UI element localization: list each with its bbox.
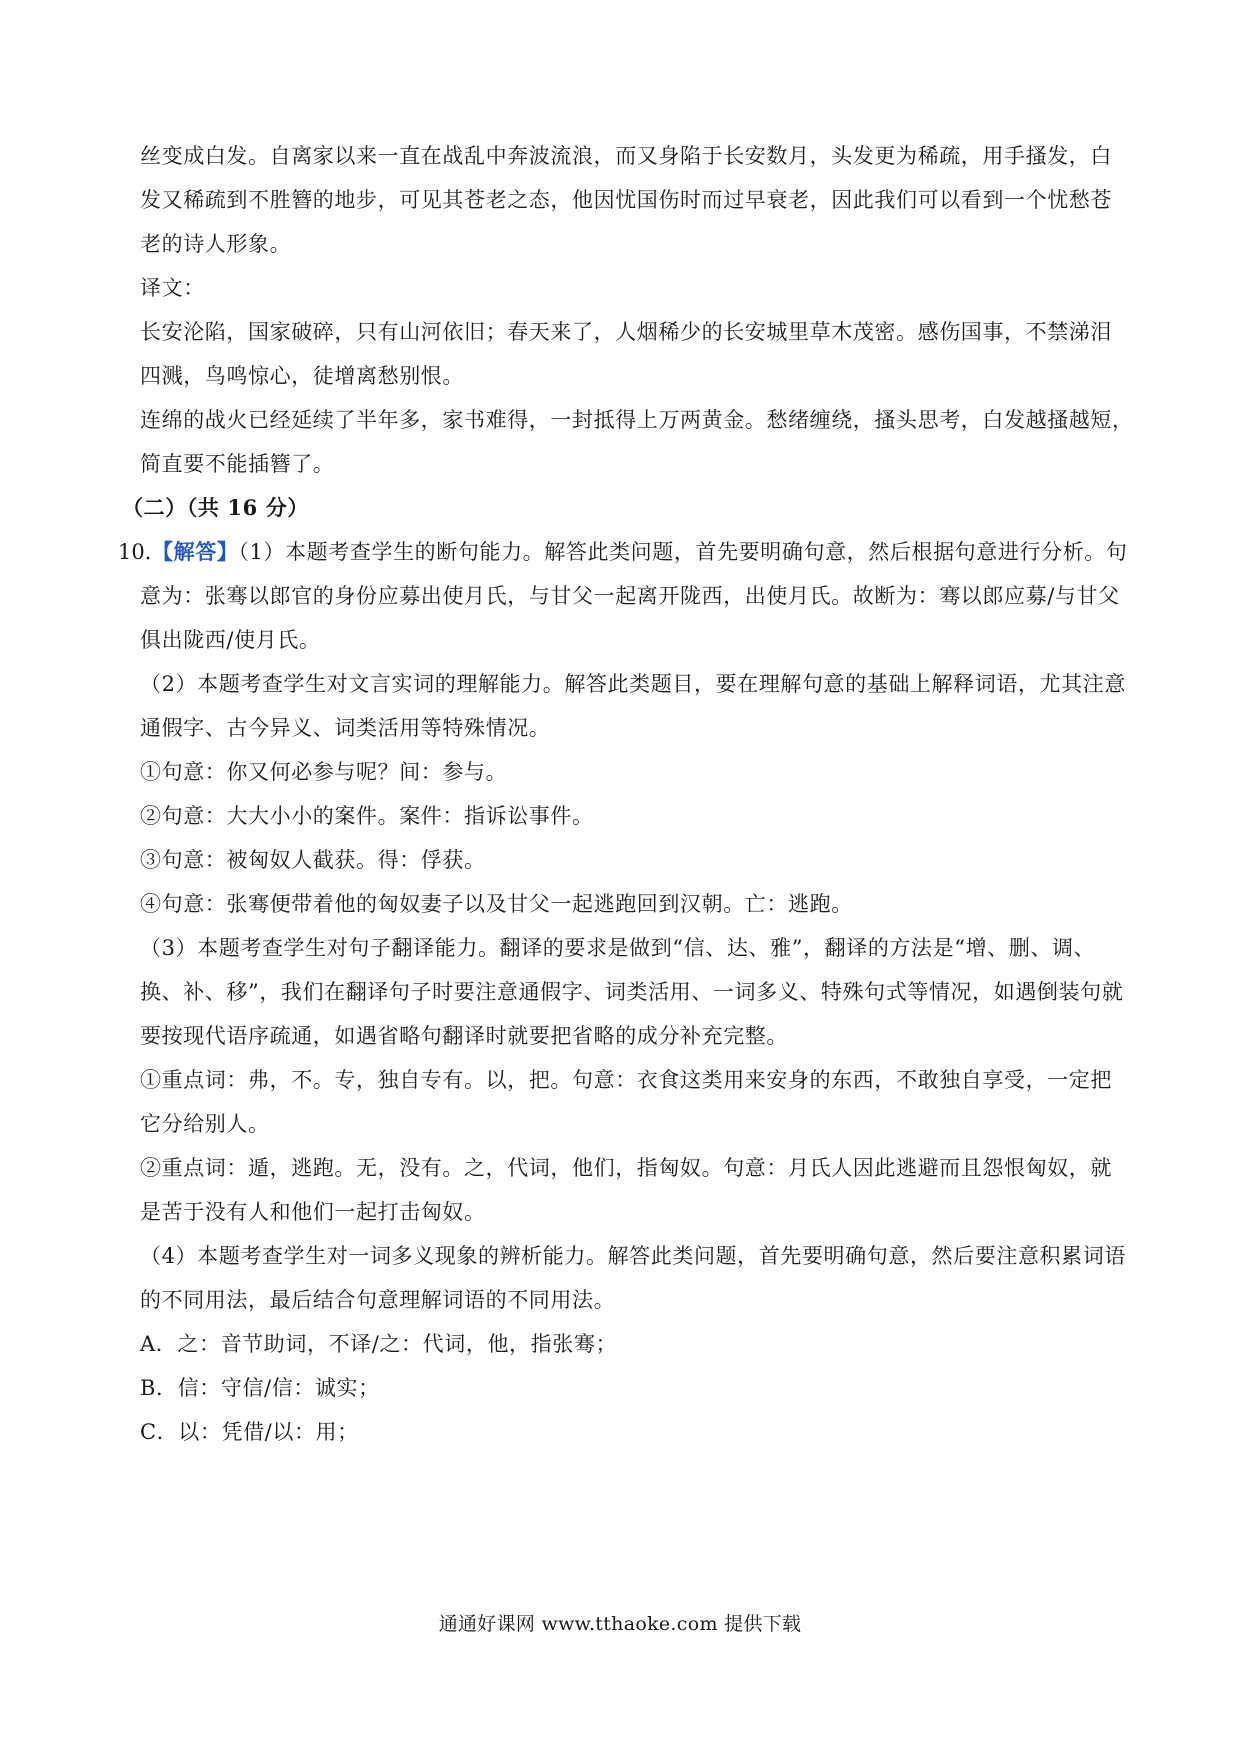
option-line: A．之：音节助词，不译/之：代词，他，指张骞； bbox=[140, 1332, 618, 1356]
answer-line: ④句意：张骞便带着他的匈奴妻子以及甘父一起逃跑回到汉朝。亡：逃跑。 bbox=[140, 892, 853, 916]
paragraph-line: 简直要不能插簪了。 bbox=[140, 452, 335, 476]
paragraph-line: 丝变成白发。自离家以来一直在战乱中奔波流浪，而又身陷于长安数月，头发更为稀疏，用手搔发，白 bbox=[140, 144, 1112, 168]
paragraph-line: 老的诗人形象。 bbox=[140, 232, 292, 256]
answer-line: ②句意：大大小小的案件。案件：指诉讼事件。 bbox=[140, 804, 594, 828]
paragraph-line: 发又稀疏到不胜簪的地步，可见其苍老之态，他因忧国伤时而过早衰老，因此我们可以看到一个忧愁苍 bbox=[140, 188, 1112, 212]
translation-heading: 译文： bbox=[140, 276, 205, 300]
answer-line: 换、补、移”，我们在翻译句子时要注意通假字、词类活用、一词多义、特殊句式等情况，如遇倒装句就 bbox=[140, 980, 1124, 1004]
section-title: （二）（共 16 分） bbox=[122, 495, 309, 520]
answer-line: 是苦于没有人和他们一起打击匈奴。 bbox=[140, 1200, 486, 1224]
answer-line: （2）本题考查学生对文言实词的理解能力。解答此类题目，要在理解句意的基础上解释词语，尤其注意 bbox=[140, 672, 1126, 696]
page-footer: 通通好课网 www.tthaoke.com 提供下载 bbox=[438, 1613, 802, 1635]
paragraph-line: 连绵的战火已经延续了半年多，家书难得，一封抵得上万两黄金。愁绪缠绕，搔头思考，白发越搔越短， bbox=[140, 408, 1134, 432]
answer-line: ②重点词：遁，逃跑。无，没有。之，代词，他们，指匈奴。句意：月氏人因此逃避而且怨恨匈奴，就 bbox=[140, 1156, 1112, 1180]
answer-line: ①重点词：弗，不。专，独自专有。以，把。句意：衣食这类用来安身的东西，不敢独自享受，一定把 bbox=[140, 1068, 1112, 1092]
answer-line: 通假字、古今异义、词类活用等特殊情况。 bbox=[140, 716, 551, 740]
question-number: 10． bbox=[118, 540, 166, 564]
option-line: C．以：凭借/以：用； bbox=[140, 1420, 359, 1444]
option-line: B．信：守信/信：诚实； bbox=[140, 1376, 380, 1400]
answer-line: 的不同用法，最后结合句意理解词语的不同用法。 bbox=[140, 1288, 616, 1312]
answer-line: 意为：张骞以郎官的身份应募出使月氏，与甘父一起离开陇西，出使月氏。故断为：骞以郎应募/与甘父 bbox=[140, 584, 1120, 608]
answer-first-line bbox=[152, 537, 1132, 567]
answer-line: ①句意：你又何必参与呢？间：参与。 bbox=[140, 760, 508, 784]
answer-line: 俱出陇西/使月氏。 bbox=[140, 628, 321, 652]
answer-tag: 【解答】 bbox=[152, 539, 239, 564]
paragraph-line: 长安沦陷，国家破碎，只有山河依旧；春天来了，人烟稀少的长安城里草木茂密。感伤国事，不禁涕泪 bbox=[140, 320, 1112, 344]
answer-line: 要按现代语序疏通，如遇省略句翻译时就要把省略的成分补充完整。 bbox=[140, 1024, 788, 1048]
answer-line: （4）本题考查学生对一词多义现象的辨析能力。解答此类问题，首先要明确句意，然后要注意积累词语 bbox=[140, 1244, 1126, 1268]
answer-line: 它分给别人。 bbox=[140, 1112, 270, 1136]
paragraph-line: 四溅，鸟鸣惊心，徒增离愁别恨。 bbox=[140, 364, 464, 388]
answer-first-text: （1）本题考查学生的断句能力。解答此类问题，首先要明确句意，然后根据句意进行分析。句 bbox=[238, 540, 1128, 564]
answer-line: （3）本题考查学生对句子翻译能力。翻译的要求是做到“信、达、雅”，翻译的方法是“增、删、调、 bbox=[140, 936, 1096, 960]
answer-line: ③句意：被匈奴人截获。得：俘获。 bbox=[140, 848, 486, 872]
